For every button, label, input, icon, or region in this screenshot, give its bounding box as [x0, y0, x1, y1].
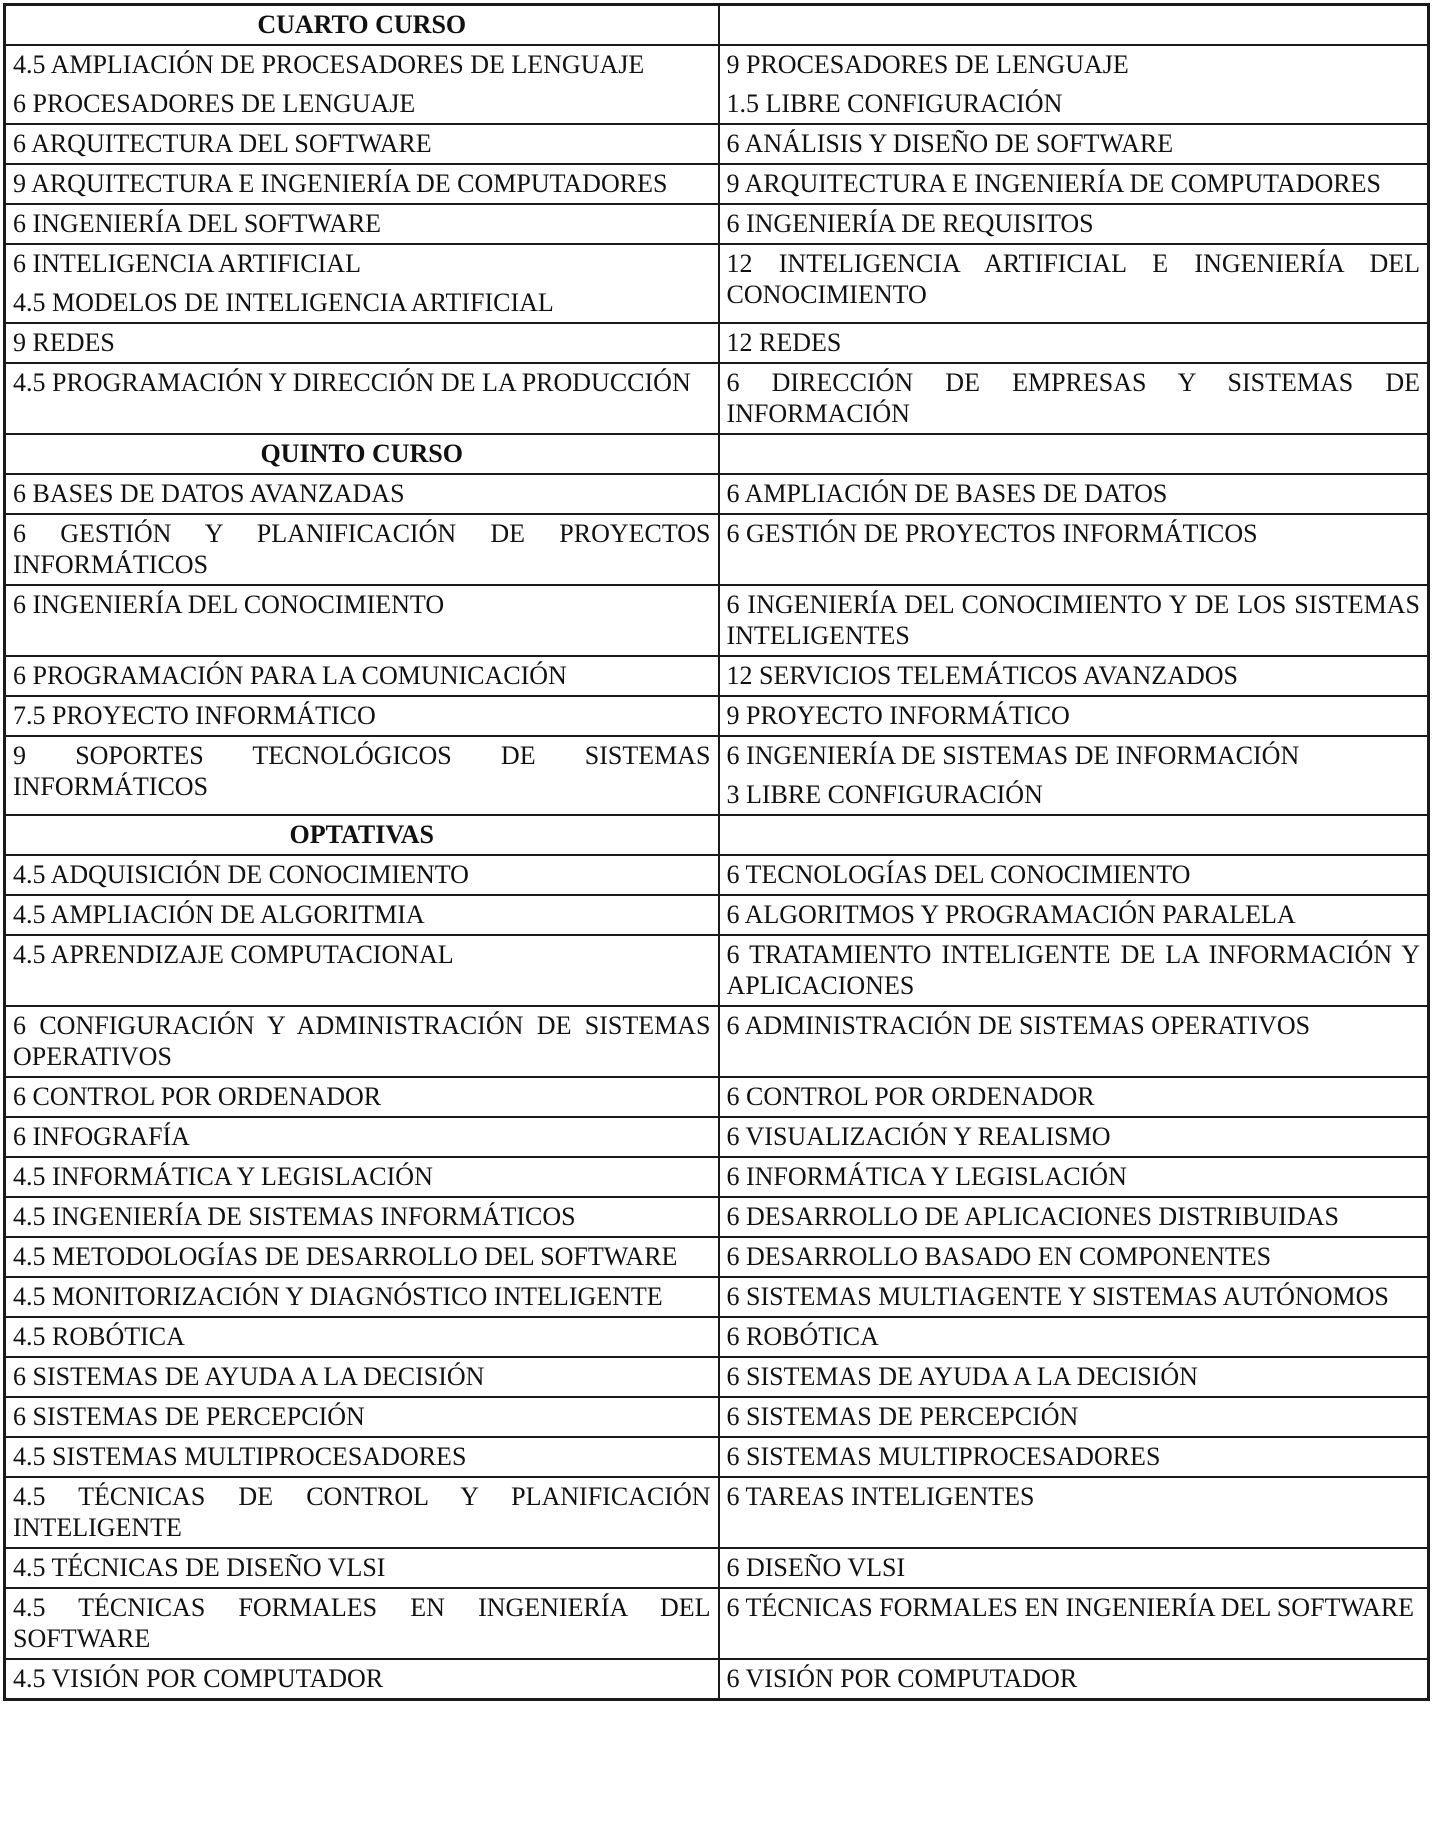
subject-entry: 6 INGENIERÍA DEL SOFTWARE	[13, 209, 382, 238]
table-row	[5, 1317, 1429, 1357]
table-row	[5, 1397, 1429, 1437]
subject-entry: 4.5 MODELOS DE INTELIGENCIA ARTIFICIAL	[13, 288, 554, 317]
new-plan-subject-cell	[719, 895, 1429, 935]
table-row	[5, 1117, 1429, 1157]
table-row	[5, 656, 1429, 696]
subject-entry: 6 TAREAS INTELIGENTES	[726, 1482, 1035, 1511]
subject-entry: 6 GESTIÓN DE PROYECTOS INFORMÁTICOS	[726, 519, 1258, 548]
subject-entry: 6 ADMINISTRACIÓN DE SISTEMAS OPERATIVOS	[726, 1011, 1311, 1040]
new-plan-subject-cell	[719, 124, 1429, 164]
subject-entry: 4.5 TÉCNICAS FORMALES EN INGENIERÍA DEL SOFTWARE	[13, 1593, 711, 1653]
new-plan-subject-cell	[719, 45, 1429, 124]
old-plan-subject-cell	[5, 244, 719, 323]
old-plan-subject-cell	[5, 1237, 719, 1277]
subject-entry: 6 DESARROLLO DE APLICACIONES DISTRIBUIDAS	[726, 1202, 1339, 1231]
subject-entry: 6 CONTROL POR ORDENADOR	[13, 1082, 382, 1111]
section-heading-blank-cell	[719, 5, 1429, 46]
subject-entry: 6 SISTEMAS DE PERCEPCIÓN	[726, 1402, 1079, 1431]
section-header-row-optativas	[5, 815, 1429, 855]
table-row	[5, 164, 1429, 204]
old-plan-subject-cell	[5, 855, 719, 895]
subject-entry: 7.5 PROYECTO INFORMÁTICO	[13, 701, 376, 730]
new-plan-subject-cell	[719, 855, 1429, 895]
old-plan-subject-cell	[5, 1197, 719, 1237]
table-row	[5, 1357, 1429, 1397]
new-plan-subject-cell	[719, 585, 1429, 656]
old-plan-subject-cell	[5, 1317, 719, 1357]
old-plan-subject-cell	[5, 124, 719, 164]
subject-entry: 4.5 TÉCNICAS DE CONTROL Y PLANIFICACIÓN INTELIGENTE	[13, 1482, 711, 1542]
subject-entry: 6 TÉCNICAS FORMALES EN INGENIERÍA DEL SOFTWARE	[726, 1593, 1415, 1622]
old-plan-subject-cell	[5, 1117, 719, 1157]
old-plan-subject-cell	[5, 474, 719, 514]
section-heading: QUINTO CURSO	[5, 434, 719, 474]
subject-entry: 4.5 MONITORIZACIÓN Y DIAGNÓSTICO INTELIGENTE	[13, 1282, 663, 1311]
old-plan-subject-cell	[5, 585, 719, 656]
table-row	[5, 124, 1429, 164]
table-row	[5, 696, 1429, 736]
subject-entry: 6 TRATAMIENTO INTELIGENTE DE LA INFORMACIÓN Y APLICACIONES	[726, 940, 1420, 1000]
new-plan-subject-cell	[719, 1077, 1429, 1117]
table-row	[5, 1588, 1429, 1659]
subject-entry: 12 INTELIGENCIA ARTIFICIAL E INGENIERÍA DEL CONOCIMIENTO	[726, 249, 1420, 309]
new-plan-subject-cell	[719, 1659, 1429, 1700]
new-plan-subject-cell	[719, 696, 1429, 736]
subject-entry: 9 PROYECTO INFORMÁTICO	[726, 701, 1070, 730]
table-row	[5, 1659, 1429, 1700]
new-plan-subject-cell	[719, 1548, 1429, 1588]
subject-entry: 6 PROGRAMACIÓN PARA LA COMUNICACIÓN	[13, 661, 567, 690]
new-plan-subject-cell	[719, 1317, 1429, 1357]
section-heading: OPTATIVAS	[5, 815, 719, 855]
subject-entry: 12 SERVICIOS TELEMÁTICOS AVANZADOS	[726, 661, 1238, 690]
subject-entry: 6 SISTEMAS DE AYUDA A LA DECISIÓN	[13, 1362, 485, 1391]
new-plan-subject-cell	[719, 1117, 1429, 1157]
new-plan-subject-cell	[719, 1277, 1429, 1317]
new-plan-subject-cell	[719, 736, 1429, 815]
new-plan-subject-cell	[719, 935, 1429, 1006]
old-plan-subject-cell	[5, 1357, 719, 1397]
old-plan-subject-cell	[5, 1157, 719, 1197]
section-header-row-cuarto	[5, 5, 1429, 46]
subject-entry: 6 ANÁLISIS Y DISEÑO DE SOFTWARE	[726, 129, 1174, 158]
subject-entry: 6 BASES DE DATOS AVANZADAS	[13, 479, 405, 508]
subject-entry: 4.5 VISIÓN POR COMPUTADOR	[13, 1664, 384, 1693]
table-row	[5, 736, 1429, 815]
table-row	[5, 474, 1429, 514]
old-plan-subject-cell	[5, 1397, 719, 1437]
subject-entry: 6 INGENIERÍA DEL CONOCIMIENTO	[13, 590, 445, 619]
new-plan-subject-cell	[719, 1006, 1429, 1077]
table-row	[5, 1157, 1429, 1197]
table-row	[5, 855, 1429, 895]
subject-entry: 9 ARQUITECTURA E INGENIERÍA DE COMPUTADORES	[726, 169, 1381, 198]
old-plan-subject-cell	[5, 1548, 719, 1588]
subject-entry: 6 ALGORITMOS Y PROGRAMACIÓN PARALELA	[726, 900, 1296, 929]
old-plan-subject-cell	[5, 1006, 719, 1077]
subject-entry: 1.5 LIBRE CONFIGURACIÓN	[726, 89, 1063, 118]
old-plan-subject-cell	[5, 736, 719, 815]
old-plan-subject-cell	[5, 204, 719, 244]
old-plan-subject-cell	[5, 656, 719, 696]
table-row	[5, 1277, 1429, 1317]
subject-entry: 3 LIBRE CONFIGURACIÓN	[726, 780, 1043, 809]
subject-entry: 6 VISIÓN POR COMPUTADOR	[726, 1664, 1078, 1693]
table-row	[5, 895, 1429, 935]
new-plan-subject-cell	[719, 1397, 1429, 1437]
new-plan-subject-cell	[719, 1157, 1429, 1197]
new-plan-subject-cell	[719, 1237, 1429, 1277]
subject-entry: 4.5 ADQUISICIÓN DE CONOCIMIENTO	[13, 860, 469, 889]
old-plan-subject-cell	[5, 363, 719, 434]
table-row	[5, 244, 1429, 323]
subject-entry: 6 INFORMÁTICA Y LEGISLACIÓN	[726, 1162, 1127, 1191]
subject-entry: 6 AMPLIACIÓN DE BASES DE DATOS	[726, 479, 1168, 508]
new-plan-subject-cell	[719, 1197, 1429, 1237]
subject-entry: 6 CONFIGURACIÓN Y ADMINISTRACIÓN DE SISTEMAS OPERATIVOS	[13, 1011, 711, 1071]
subject-entry: 4.5 TÉCNICAS DE DISEÑO VLSI	[13, 1553, 386, 1582]
subject-entry: 6 DESARROLLO BASADO EN COMPONENTES	[726, 1242, 1272, 1271]
table-row	[5, 204, 1429, 244]
new-plan-subject-cell	[719, 514, 1429, 585]
subject-entry: 4.5 PROGRAMACIÓN Y DIRECCIÓN DE LA PRODUCCIÓN	[13, 368, 691, 397]
subject-entry: 6 TECNOLOGÍAS DEL CONOCIMIENTO	[726, 860, 1191, 889]
old-plan-subject-cell	[5, 1659, 719, 1700]
new-plan-subject-cell	[719, 204, 1429, 244]
old-plan-subject-cell	[5, 895, 719, 935]
old-plan-subject-cell	[5, 45, 719, 124]
subject-entry: 9 SOPORTES TECNOLÓGICOS DE SISTEMAS INFORMÁTICOS	[13, 741, 711, 801]
subject-entry: 4.5 INFORMÁTICA Y LEGISLACIÓN	[13, 1162, 433, 1191]
subject-entry: 6 INGENIERÍA DE SISTEMAS DE INFORMACIÓN	[726, 741, 1300, 770]
subject-entry: 4.5 APRENDIZAJE COMPUTACIONAL	[13, 940, 454, 969]
equivalence-table-body	[5, 5, 1429, 1700]
subject-entry: 6 SISTEMAS MULTIPROCESADORES	[726, 1442, 1161, 1471]
table-row	[5, 1006, 1429, 1077]
new-plan-subject-cell	[719, 164, 1429, 204]
subject-entry: 4.5 AMPLIACIÓN DE ALGORITMIA	[13, 900, 425, 929]
new-plan-subject-cell	[719, 1477, 1429, 1548]
old-plan-subject-cell	[5, 1277, 719, 1317]
table-row	[5, 935, 1429, 1006]
old-plan-subject-cell	[5, 164, 719, 204]
subject-entry: 6 SISTEMAS MULTIAGENTE Y SISTEMAS AUTÓNOMOS	[726, 1282, 1389, 1311]
subject-entry: 6 DISEÑO VLSI	[726, 1553, 906, 1582]
old-plan-subject-cell	[5, 935, 719, 1006]
new-plan-subject-cell	[719, 363, 1429, 434]
table-row	[5, 514, 1429, 585]
old-plan-subject-cell	[5, 1437, 719, 1477]
table-row	[5, 1437, 1429, 1477]
subject-entry: 4.5 ROBÓTICA	[13, 1322, 185, 1351]
subject-entry: 6 ARQUITECTURA DEL SOFTWARE	[13, 129, 432, 158]
new-plan-subject-cell	[719, 1588, 1429, 1659]
subject-entry: 6 INTELIGENCIA ARTIFICIAL	[13, 249, 361, 278]
table-row	[5, 1477, 1429, 1548]
old-plan-subject-cell	[5, 1477, 719, 1548]
subject-entry: 6 INGENIERÍA DEL CONOCIMIENTO Y DE LOS SISTEMAS INTELIGENTES	[726, 590, 1420, 650]
subject-entry: 4.5 AMPLIACIÓN DE PROCESADORES DE LENGUAJE	[13, 50, 645, 79]
subject-entry: 6 ROBÓTICA	[726, 1322, 879, 1351]
table-row	[5, 45, 1429, 124]
section-heading-blank-cell	[719, 434, 1429, 474]
table-row	[5, 1548, 1429, 1588]
equivalence-table	[3, 3, 1430, 1701]
table-row	[5, 1237, 1429, 1277]
subject-entry: 6 INGENIERÍA DE REQUISITOS	[726, 209, 1094, 238]
old-plan-subject-cell	[5, 1077, 719, 1117]
subject-entry: 6 SISTEMAS DE PERCEPCIÓN	[13, 1402, 365, 1431]
new-plan-subject-cell	[719, 1437, 1429, 1477]
new-plan-subject-cell	[719, 656, 1429, 696]
subject-entry: 4.5 SISTEMAS MULTIPROCESADORES	[13, 1442, 467, 1471]
table-row	[5, 323, 1429, 363]
table-row	[5, 1197, 1429, 1237]
new-plan-subject-cell	[719, 1357, 1429, 1397]
document-page	[3, 3, 1427, 1701]
subject-entry: 4.5 INGENIERÍA DE SISTEMAS INFORMÁTICOS	[13, 1202, 576, 1231]
section-heading-blank-cell	[719, 815, 1429, 855]
table-row	[5, 363, 1429, 434]
section-header-row-quinto	[5, 434, 1429, 474]
table-row	[5, 1077, 1429, 1117]
new-plan-subject-cell	[719, 244, 1429, 323]
subject-entry: 6 DIRECCIÓN DE EMPRESAS Y SISTEMAS DE INFORMACIÓN	[726, 368, 1420, 428]
old-plan-subject-cell	[5, 514, 719, 585]
old-plan-subject-cell	[5, 696, 719, 736]
subject-entry: 12 REDES	[726, 328, 842, 357]
subject-entry: 6 SISTEMAS DE AYUDA A LA DECISIÓN	[726, 1362, 1198, 1391]
new-plan-subject-cell	[719, 323, 1429, 363]
subject-entry: 6 GESTIÓN Y PLANIFICACIÓN DE PROYECTOS INFORMÁTICOS	[13, 519, 711, 579]
section-heading: CUARTO CURSO	[5, 5, 719, 46]
table-row	[5, 585, 1429, 656]
subject-entry: 9 ARQUITECTURA E INGENIERÍA DE COMPUTADORES	[13, 169, 668, 198]
subject-entry: 6 VISUALIZACIÓN Y REALISMO	[726, 1122, 1111, 1151]
subject-entry: 6 CONTROL POR ORDENADOR	[726, 1082, 1095, 1111]
subject-entry: 9 PROCESADORES DE LENGUAJE	[726, 50, 1129, 79]
subject-entry: 6 PROCESADORES DE LENGUAJE	[13, 89, 416, 118]
old-plan-subject-cell	[5, 323, 719, 363]
subject-entry: 9 REDES	[13, 328, 115, 357]
new-plan-subject-cell	[719, 474, 1429, 514]
subject-entry: 6 INFOGRAFÍA	[13, 1122, 190, 1151]
subject-entry: 4.5 METODOLOGÍAS DE DESARROLLO DEL SOFTWARE	[13, 1242, 678, 1271]
old-plan-subject-cell	[5, 1588, 719, 1659]
